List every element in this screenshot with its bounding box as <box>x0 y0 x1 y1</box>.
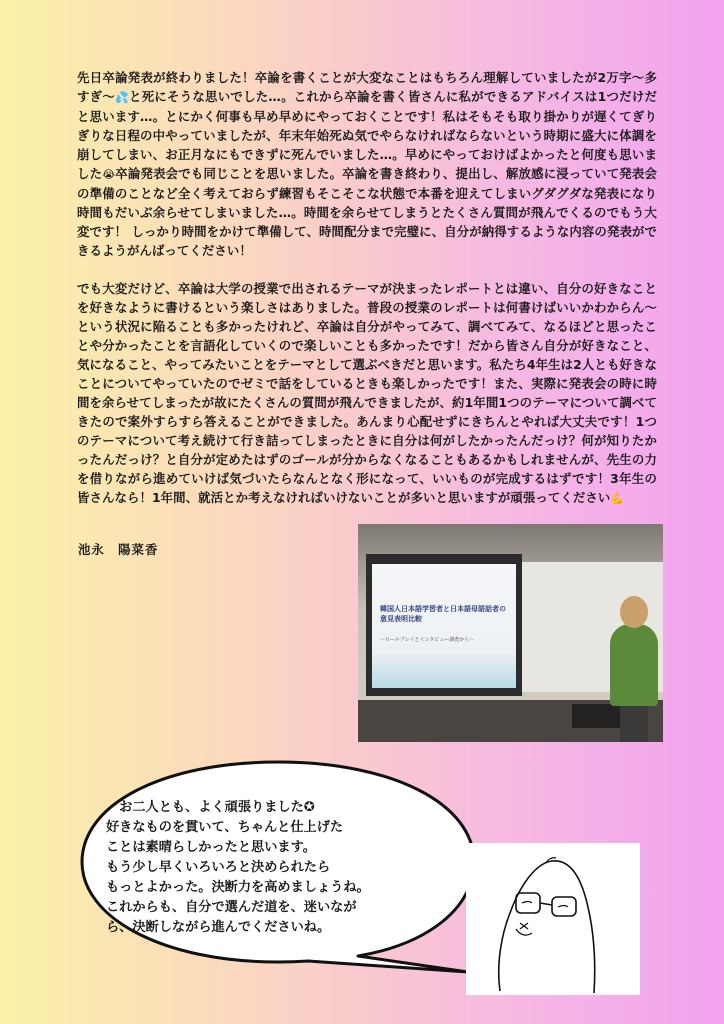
paragraph-1-part3: 卒論発表会でも同じことを思いました。卒論を書き終わり、提出し、解放感に浸っていて発表会の準備のことなど全く考えておらず練習もそこそこな状態で本番を迎えてしまいグダグダな発表になり時間もだいぶ余らせてしまいました…。時間を余らせてしまうとたくさん質問が飛んでくるのでもう大変です！ しっかり時間をかけて準備して、時間配分まで完璧に、自分が納得するような内容の発表ができるようがんばってください！ <box>77 166 657 258</box>
paragraph-2 <box>77 279 657 508</box>
crying-face-icon: 😭 <box>102 168 116 181</box>
author-name: 池永 陽菜香 <box>78 542 159 557</box>
comment-line-5: もっとよかった。決断力を高めましょうね。 <box>106 880 370 895</box>
slide-title: 韓国人日本語学習者と日本語母語話者の意見表明比較 <box>380 605 506 623</box>
flexed-arm-icon: 💪 <box>610 492 625 505</box>
teacher-comment <box>106 798 416 938</box>
comment-line-7: ら、決断しながら進んでくださいね。 <box>106 920 331 935</box>
paragraph-1 <box>77 68 657 260</box>
sweat-drops-icon: 💦 <box>115 91 130 104</box>
teacher-illustration <box>466 843 640 995</box>
paragraph-2-text: でも大変だけど、卒論は大学の授業で出されるテーマが決まったレポートとは違い、自分の好きなことを好きなように書けるという楽しさはありました。普段の授業のレポートは何書けばいいかわからん〜という状況に陥ることも多かったけれど、卒論は自分がやってみて、調べてみて、なるほどと思ったことや分かったことを言語化していくので楽しいことも多かったです！だから皆さん自分が好きなこと、気になること、やってみたいことをテーマとして選ぶべきだと思います。私たち4年生は2人とも好きなことについてやっていたのでゼミで話をしているときも楽しかったです！また、実際に発表会の時に時間を余らせてしまったが故にたくさんの質問が飛んできましたが、約1年間1つのテーマについて調べてきたので案外すらすら答えることができました。あんまり心配せずにきちんとやれば大丈夫です！1つのテーマについて考え続けて行き詰ってしまったときに自分は何がしたかったんだっけ？何が知りたかったんだっけ？と自分が定めたはずのゴールが分からなくなることもあるかもしれませんが、先生の力を借りながら進めていけば気づいたらなんとなく形になって、いいものが完成するはずです！3年生の皆さんなら！1年間、就活とか考えなければいけないことが多いと思いますが頑張ってください <box>77 281 657 505</box>
teacher-face-icon <box>466 843 640 995</box>
presenter-legs <box>620 704 648 742</box>
comment-line-1: お二人とも、よく頑張りました✪ <box>106 800 315 815</box>
paragraph-1-part2: と死にそうな思いでした…。これから卒論を書く皆さんに私ができるアドバイスは1つだけだと思います…。とにかく何事も早め早めにやっておくことです！私はそもそも取り掛かりが遅くてぎりぎりな日程の中やっていましたが、年末年始死ぬ気でやらなければならないという時期に盛大に体調を崩してしまい、お正月なにもできずに死んでいました…。早めにやっておけばよかったと何度も思いました <box>77 89 657 181</box>
projector-screen <box>372 564 516 688</box>
comment-line-4: もう少し早くいろいろと決められたら <box>106 860 331 875</box>
laptop-icon <box>572 704 626 728</box>
comment-line-3: ことは素晴らしかったと思います。 <box>106 840 316 855</box>
comment-line-2: 好きなものを貫いて、ちゃんと仕上げた <box>106 820 344 835</box>
presenter-figure <box>610 624 658 706</box>
paragraph-1-part1: 先日卒論発表が終わりました！卒論を書くことが大変なことはもちろん理解していましたが2万字〜多すぎ〜 <box>77 70 657 104</box>
comment-line-6: これからも、自分で選んだ道を、迷いなが <box>106 900 357 915</box>
presenter-head <box>620 596 648 628</box>
slide-subtitle: 〜ロールプレイとインタビュー調査から〜 <box>380 637 475 643</box>
presentation-photo <box>358 524 663 742</box>
